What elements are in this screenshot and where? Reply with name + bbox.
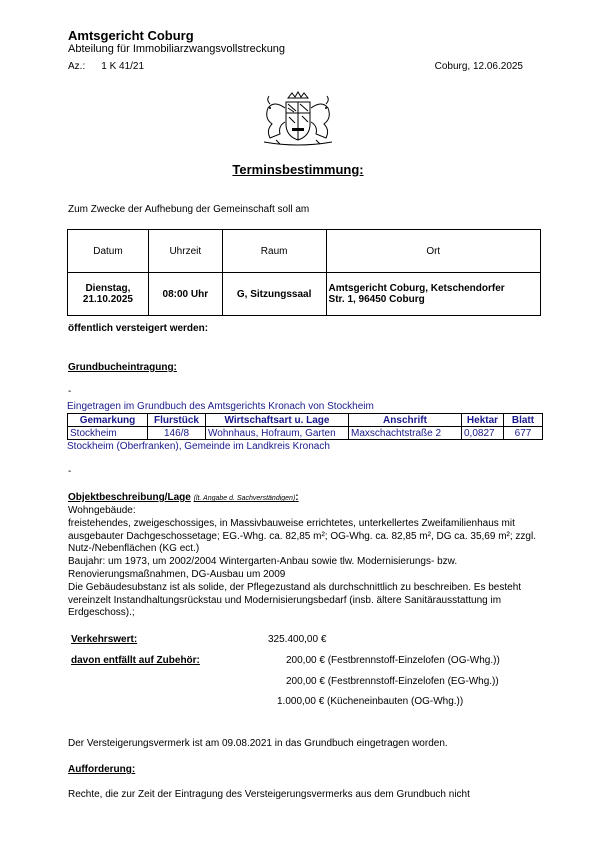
- coat-of-arms-icon: [258, 90, 338, 148]
- termin-place: Amtsgericht Coburg, Ketschendorfer Str. 1, 96450 Coburg: [326, 273, 540, 316]
- col-hektar: Hektar: [462, 414, 504, 427]
- vermerk-text: Der Versteigerungsvermerk ist am 09.08.2021 in das Grundbuch eingetragen worden.: [68, 738, 448, 749]
- cell-blatt: 677: [504, 427, 543, 440]
- grundbuch-heading: Grundbucheintragung:: [68, 362, 177, 373]
- document-title: Terminsbestimmung:: [232, 162, 364, 177]
- cell-flurstueck: 146/8: [148, 427, 206, 440]
- col-gemarkung: Gemarkung: [68, 414, 148, 427]
- table-row: [68, 427, 543, 440]
- court-name: Amtsgericht Coburg: [68, 28, 194, 43]
- description-line: freistehendes, zweigeschossiges, in Massivbauweise errichtetes, unterkellertes Zweifamilienhaus mit ausgebauter Dachgeschossetage; EG.-Whg. ca. 82,85 m²; OG-Whg. ca. 82,85 m², DG ca. 35,69 m²; zzgl. Nutz-/Nebenflächen (KG ect.): [68, 517, 536, 555]
- grundbuch-line: Eingetragen im Grundbuch des Amtsgerichts Kronach von Stockheim: [67, 401, 374, 412]
- description-line: Die Gebäudesubstanz ist als solide, der Pflegezustand als durchschnittlich zu beschreiben. Es besteht vereinzelt Instandhaltungsrückstau und Modernisierungsbedarf (insb. ältere Sanitärausstattung im Erdgeschoss).;: [68, 581, 522, 619]
- objekt-heading: Objektbeschreibung/Lage (lt. Angabe d. Sachverständigen):: [68, 492, 299, 503]
- col-wirtschaftsart: Wirtschaftsart u. Lage: [206, 414, 349, 427]
- termin-date: Dienstag, 21.10.2025: [68, 273, 149, 316]
- case-number: [68, 61, 144, 72]
- header-datum: Datum: [68, 230, 149, 273]
- col-flurstueck: Flurstück: [148, 414, 206, 427]
- place-date: Coburg, 12.06.2025: [434, 61, 523, 72]
- versteigert-text: öffentlich versteigert werden:: [68, 323, 209, 334]
- aufforderung-text: Rechte, die zur Zeit der Eintragung des Versteigerungsvermerks aus dem Grundbuch nicht: [68, 789, 470, 800]
- header-uhrzeit: Uhrzeit: [148, 230, 222, 273]
- cell-wirtschaftsart: Wohnhaus, Hofraum, Garten: [206, 427, 349, 440]
- cell-anschrift: Maxschachtstraße 2: [349, 427, 462, 440]
- zubehoer-item: 1.000,00 € (Kücheneinbauten (OG-Whg.)): [277, 696, 464, 707]
- verkehrswert-label: Verkehrswert:: [71, 634, 138, 645]
- aufforderung-heading: Aufforderung:: [68, 764, 136, 775]
- zubehoer-label: davon entfällt auf Zubehör:: [71, 655, 200, 666]
- separator-dash: -: [68, 466, 72, 477]
- description-line: Wohngebäude:: [68, 505, 136, 516]
- department: Abteilung für Immobiliarzwangsvollstreckung: [68, 43, 286, 55]
- termin-room: G, Sitzungssaal: [222, 273, 326, 316]
- objekt-description: [68, 505, 538, 620]
- col-anschrift: Anschrift: [349, 414, 462, 427]
- intro-text: Zum Zwecke der Aufhebung der Gemeinschaft soll am: [68, 204, 310, 215]
- az-number: 1 K 41/21: [101, 61, 145, 72]
- cell-hektar: 0,0827: [462, 427, 504, 440]
- termin-header-row: [68, 230, 541, 273]
- grundbuch-header-row: [68, 414, 543, 427]
- grundbuch-location: Stockheim (Oberfranken), Gemeinde im Landkreis Kronach: [67, 441, 330, 452]
- grundbuch-table: [67, 413, 543, 440]
- cell-gemarkung: Stockheim: [68, 427, 148, 440]
- zubehoer-item: 200,00 € (Festbrennstoff-Einzelofen (EG-Whg.)): [286, 676, 499, 687]
- termin-time: 08:00 Uhr: [148, 273, 222, 316]
- verkehrswert-value: 325.400,00 €: [268, 634, 327, 645]
- termin-data-row: [68, 273, 541, 316]
- separator-dash: -: [68, 386, 72, 397]
- header-ort: Ort: [326, 230, 540, 273]
- zubehoer-item: 200,00 € (Festbrennstoff-Einzelofen (OG-Whg.)): [286, 655, 500, 666]
- col-blatt: Blatt: [504, 414, 543, 427]
- header-raum: Raum: [222, 230, 326, 273]
- description-line: Baujahr: um 1973, um 2002/2004 Wintergarten-Anbau sowie tlw. Modernisierungs- bzw. Renovierungsmaßnahmen, DG-Ausbau um 2009: [68, 556, 458, 580]
- az-label: Az.:: [68, 61, 86, 72]
- termin-table: [67, 229, 541, 316]
